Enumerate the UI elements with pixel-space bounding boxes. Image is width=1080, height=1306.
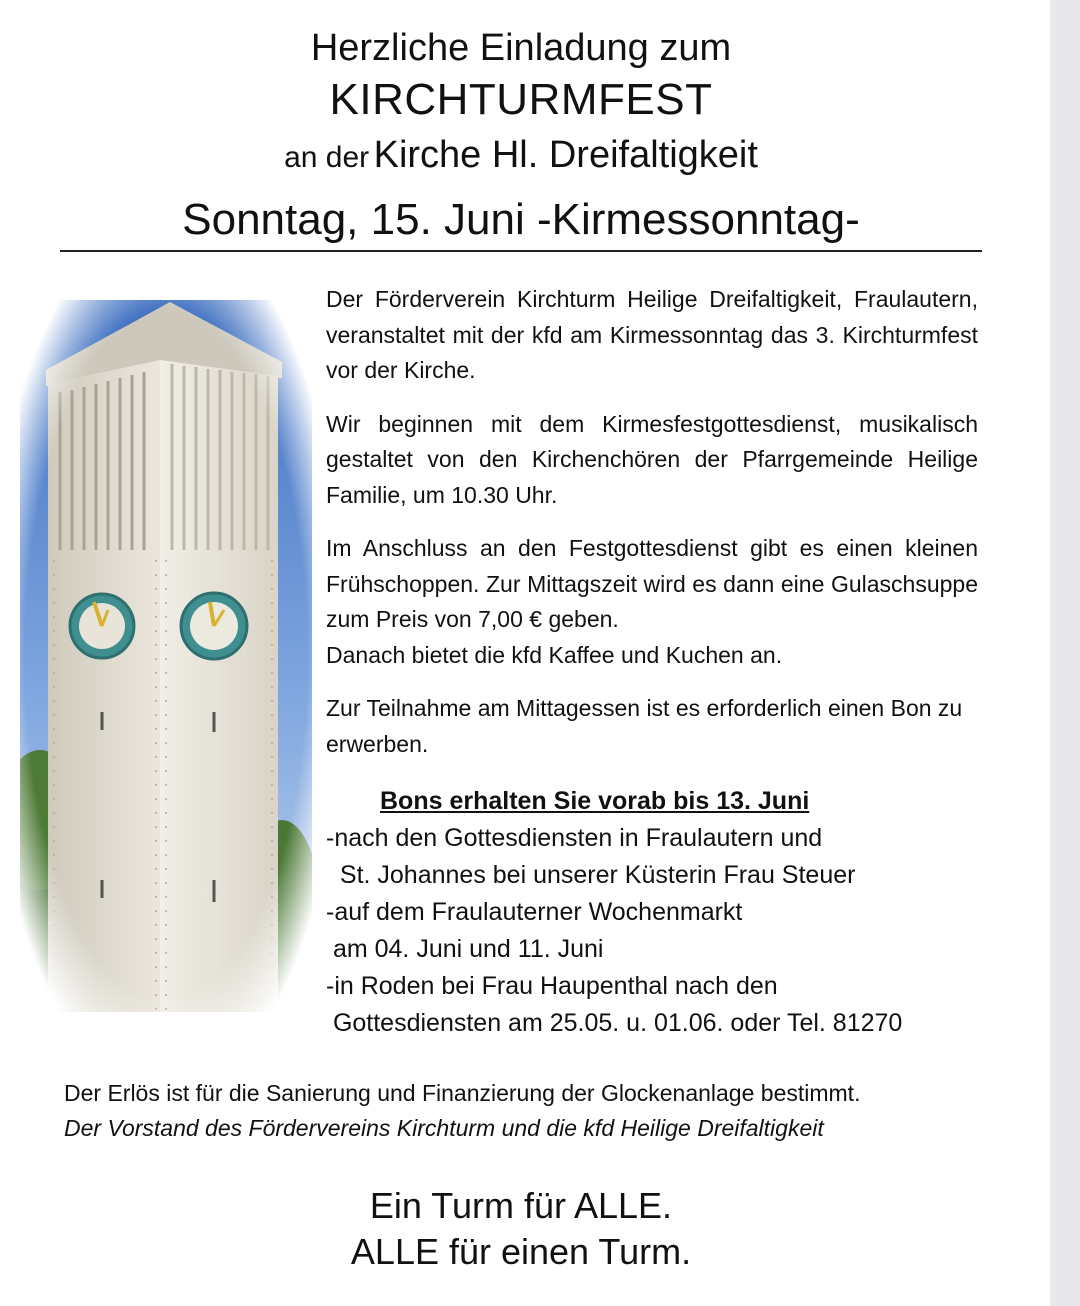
venue-name: Kirche Hl. Dreifaltigkeit xyxy=(373,134,758,176)
page-edge-strip xyxy=(1050,0,1080,1306)
proceeds-note: Der Erlös ist für die Sanierung und Finanzierung der Glockenanlage bestimmt. xyxy=(64,1080,861,1106)
church-tower-image xyxy=(20,300,312,1012)
bons-line: am 04. Juni und 11. Juni xyxy=(326,935,604,963)
bons-section xyxy=(326,783,986,1042)
paragraph-bon: Zur Teilnahme am Mittagessen ist es erforderlich einen Bon zu erwerben. xyxy=(326,695,963,757)
venue-line xyxy=(60,128,982,190)
invitation-line: Herzliche Einladung zum xyxy=(310,27,732,69)
slogan-line-1: Ein Turm für ALLE. xyxy=(369,1185,673,1226)
bons-line: -in Roden bei Frau Haupenthal nach den xyxy=(326,972,778,1000)
board-signature: Der Vorstand des Fördervereins Kirchturm und die kfd Heilige Dreifaltigkeit xyxy=(64,1115,824,1141)
header-divider xyxy=(60,250,982,252)
clock-right xyxy=(181,593,247,659)
footer-notes xyxy=(64,1076,1004,1146)
venue-prefix: an der xyxy=(284,141,370,174)
event-description xyxy=(326,282,978,780)
bons-line: St. Johannes bei unserer Küsterin Frau Steuer xyxy=(326,861,856,889)
event-date: Sonntag, 15. Juni -Kirmessonntag- xyxy=(182,195,860,244)
event-title: KIRCHTURMFEST xyxy=(329,75,713,124)
paragraph-mass: Wir beginnen mit dem Kirmesfestgottesdienst, musikalisch gestaltet von den Kirchenchören der Pfarrgemeinde Heilige Familie, um 10.30 Uhr. xyxy=(326,410,978,508)
paragraph-coffee: Danach bietet die kfd Kaffee und Kuchen an. xyxy=(326,641,783,668)
clock-left xyxy=(70,594,134,658)
flyer-header xyxy=(60,24,982,250)
paragraph-food: Im Anschluss an den Festgottesdienst gibt es einen kleinen Frühschoppen. Zur Mittagszeit wird es dann eine Gulaschsuppe zum Preis von 7,00 € geben. xyxy=(326,535,978,632)
bons-line: Gottesdiensten am 25.05. u. 01.06. oder Tel. 81270 xyxy=(326,1009,903,1037)
paragraph-organizer: Der Förderverein Kirchturm Heilige Dreifaltigkeit, Fraulautern, veranstaltet mit der kfd am Kirmessonntag das 3. Kirchturmfest vor der Kirche. xyxy=(326,286,978,383)
bons-heading: Bons erhalten Sie vorab bis 13. Juni xyxy=(380,787,810,815)
slogan xyxy=(60,1183,982,1275)
slogan-line-2: ALLE für einen Turm. xyxy=(350,1231,692,1272)
bons-line: -auf dem Fraulauterner Wochenmarkt xyxy=(326,898,743,926)
bons-line: -nach den Gottesdiensten in Fraulautern und xyxy=(326,824,823,852)
